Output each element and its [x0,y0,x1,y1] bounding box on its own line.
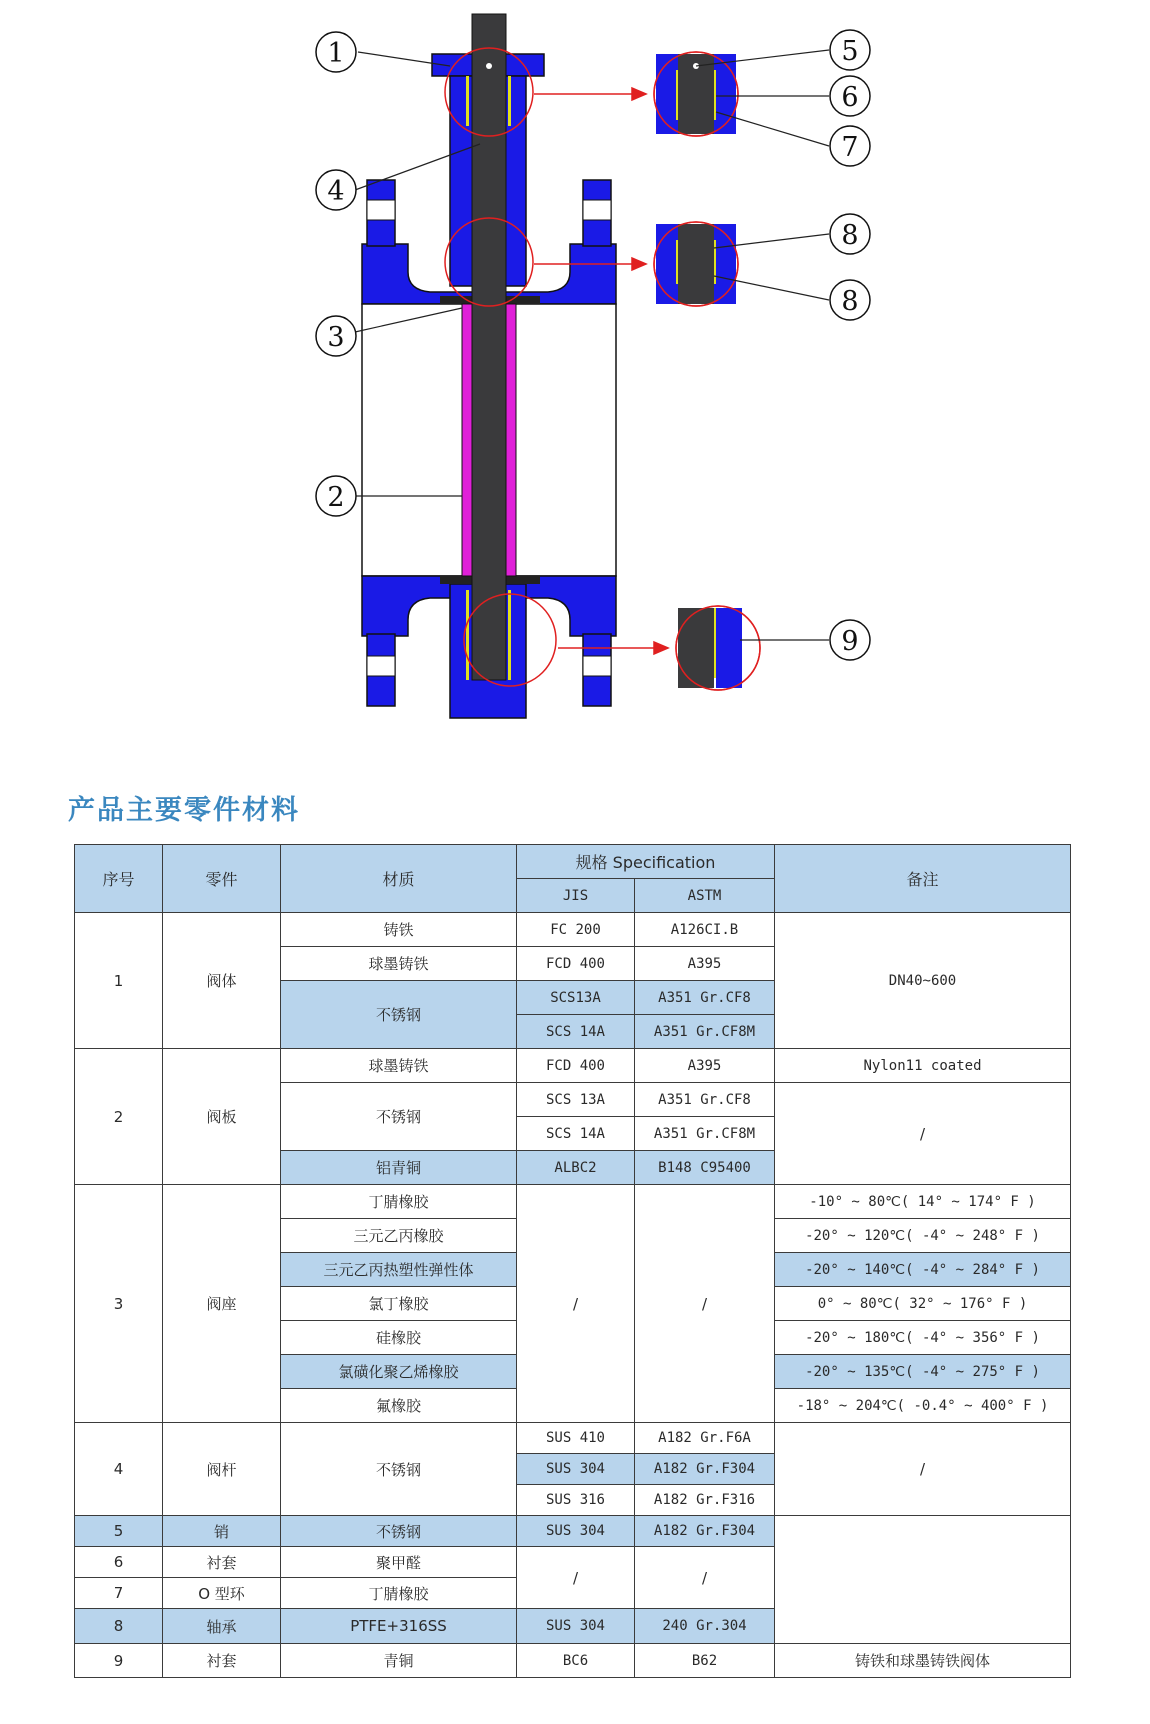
cell-no: 9 [75,1644,163,1678]
cell-astm: B62 [635,1644,775,1678]
cell-material: 三元乙丙橡胶 [281,1219,517,1253]
callout-2 [316,476,356,516]
cell-remark: -10° ~ 80℃( 14° ~ 174° F ) [775,1185,1071,1219]
cell-astm: A351 Gr.CF8 [635,1083,775,1117]
cell-remark: DN40~600 [775,913,1071,1049]
cell-astm: / [635,1547,775,1609]
cell-material: PTFE+316SS [281,1609,517,1644]
cell-remark: / [775,1083,1071,1185]
cell-material: 氯磺化聚乙烯橡胶 [281,1355,517,1389]
cell-material: 氯丁橡胶 [281,1287,517,1321]
callout-8a [830,214,870,254]
svg-text:5: 5 [841,36,859,67]
cell-part: 阀板 [163,1049,281,1185]
cell-remark: 0° ~ 80℃( 32° ~ 176° F ) [775,1287,1071,1321]
cell-part: O 型环 [163,1578,281,1609]
cell-jis: SUS 316 [517,1485,635,1516]
cell-material: 丁腈橡胶 [281,1185,517,1219]
cell-astm: A351 Gr.CF8M [635,1015,775,1049]
cell-remark-empty [775,1516,1071,1644]
table-row [75,1185,1071,1219]
cell-part: 衬套 [163,1547,281,1578]
svg-text:1: 1 [327,38,345,69]
cell-material: 铝青铜 [281,1151,517,1185]
cell-jis: SUS 304 [517,1609,635,1644]
cell-remark: 铸铁和球墨铸铁阀体 [775,1644,1071,1678]
cell-astm: A182 Gr.F6A [635,1423,775,1454]
cell-remark: -18° ~ 204℃( -0.4° ~ 400° F ) [775,1389,1071,1423]
cell-astm: A182 Gr.F304 [635,1454,775,1485]
header-spec: 规格 Specification [517,845,775,879]
table-row [75,1049,1071,1083]
cell-astm: A351 Gr.CF8 [635,981,775,1015]
cell-astm: A182 Gr.F304 [635,1516,775,1547]
cell-remark: -20° ~ 140℃( -4° ~ 284° F ) [775,1253,1071,1287]
cell-remark: -20° ~ 120℃( -4° ~ 248° F ) [775,1219,1071,1253]
cell-jis: BC6 [517,1644,635,1678]
svg-text:7: 7 [841,132,859,163]
cell-no: 2 [75,1049,163,1185]
cell-jis: SCS 13A [517,1083,635,1117]
cell-no: 3 [75,1185,163,1423]
materials-table [74,844,1071,1678]
cell-jis: FCD 400 [517,1049,635,1083]
table-row [75,1423,1071,1454]
callout-3 [316,316,356,356]
cell-material: 铸铁 [281,913,517,947]
cell-material: 球墨铸铁 [281,947,517,981]
cell-remark: / [775,1423,1071,1516]
cell-part: 衬套 [163,1644,281,1678]
cell-remark: -20° ~ 135℃( -4° ~ 275° F ) [775,1355,1071,1389]
cell-part: 轴承 [163,1609,281,1644]
cell-astm: A395 [635,947,775,981]
cell-jis: SUS 304 [517,1516,635,1547]
cell-astm: / [635,1185,775,1423]
cell-part: 阀杆 [163,1423,281,1516]
materials-table-wrapper [74,844,1070,1678]
cell-no: 6 [75,1547,163,1578]
cell-jis: SCS13A [517,981,635,1015]
cell-part: 阀体 [163,913,281,1049]
callout-7 [830,126,870,166]
cell-material: 三元乙丙热塑性弹性体 [281,1253,517,1287]
svg-text:4: 4 [327,176,345,207]
header-part: 零件 [163,845,281,913]
svg-text:6: 6 [841,82,859,113]
cell-astm: B148 C95400 [635,1151,775,1185]
header-astm: ASTM [635,879,775,913]
detail-magnified-bottom [676,606,760,690]
cell-material: 青铜 [281,1644,517,1678]
table-row [75,913,1071,947]
detail-magnified-top [654,52,738,136]
cell-material: 硅橡胶 [281,1321,517,1355]
cell-astm: A182 Gr.F316 [635,1485,775,1516]
header-remark: 备注 [775,845,1071,913]
header-jis: JIS [517,879,635,913]
cell-remark: -20° ~ 180℃( -4° ~ 356° F ) [775,1321,1071,1355]
cell-jis: SUS 304 [517,1454,635,1485]
cell-jis: / [517,1185,635,1423]
cell-material: 丁腈橡胶 [281,1578,517,1609]
svg-text:2: 2 [327,482,345,513]
cell-no: 1 [75,913,163,1049]
svg-text:8: 8 [841,220,859,251]
cell-material: 不锈钢 [281,1516,517,1547]
cell-no: 5 [75,1516,163,1547]
svg-text:3: 3 [327,322,345,353]
table-row [75,1516,1071,1547]
callout-5 [830,30,870,70]
cell-part: 阀座 [163,1185,281,1423]
callout-6 [830,76,870,116]
detail-magnified-middle [654,222,738,306]
callout-4 [316,170,356,210]
cell-jis: ALBC2 [517,1151,635,1185]
cell-no: 8 [75,1609,163,1644]
cell-no: 4 [75,1423,163,1516]
svg-text:8: 8 [841,286,859,317]
cell-jis: SCS 14A [517,1117,635,1151]
table-row [75,1644,1071,1678]
cell-material: 球墨铸铁 [281,1049,517,1083]
cell-jis: FCD 400 [517,947,635,981]
valve-stem [472,14,506,680]
header-material: 材质 [281,845,517,913]
cell-jis: SCS 14A [517,1015,635,1049]
header-row-1 [75,845,1071,879]
section-title: 产品主要零件材料 [68,795,300,826]
cell-no: 7 [75,1578,163,1609]
cell-astm: 240 Gr.304 [635,1609,775,1644]
cell-astm: A126CI.B [635,913,775,947]
cell-material: 不锈钢 [281,981,517,1049]
header-no: 序号 [75,845,163,913]
callout-9 [830,620,870,660]
cell-remark: Nylon11 coated [775,1049,1071,1083]
cell-jis: SUS 410 [517,1423,635,1454]
cell-astm: A351 Gr.CF8M [635,1117,775,1151]
cell-material: 氟橡胶 [281,1389,517,1423]
svg-text:9: 9 [841,626,859,657]
cell-astm: A395 [635,1049,775,1083]
valve-cross-section-diagram [0,0,1150,780]
cell-part: 销 [163,1516,281,1547]
cell-jis: FC 200 [517,913,635,947]
callout-8b [830,280,870,320]
callout-1 [316,32,356,72]
cell-material: 聚甲醛 [281,1547,517,1578]
cell-material: 不锈钢 [281,1423,517,1516]
cell-jis: / [517,1547,635,1609]
cell-material: 不锈钢 [281,1083,517,1151]
